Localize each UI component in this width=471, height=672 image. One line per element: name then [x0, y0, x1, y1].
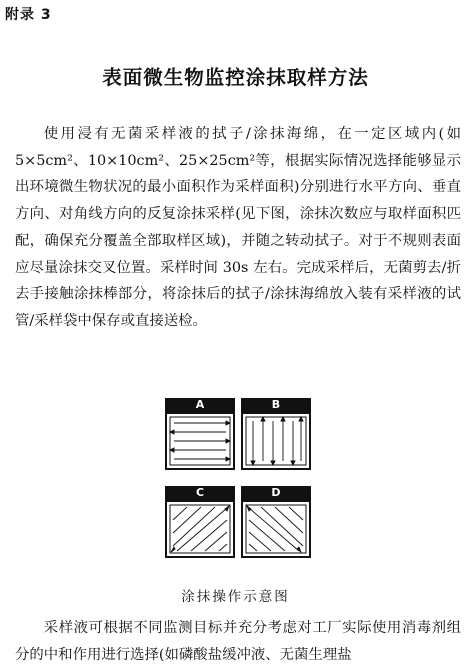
- panel-d: [241, 486, 311, 558]
- panel-b-label: B: [241, 398, 311, 412]
- panel-c: [165, 486, 235, 558]
- figure-caption: 涂抹操作示意图: [181, 589, 290, 605]
- vertical-swab-diagram: [241, 412, 311, 470]
- appendix-label: 附录 3: [5, 7, 52, 23]
- swab-figure: [160, 396, 314, 566]
- panel-d-label: D: [241, 486, 311, 500]
- panel-b: [241, 398, 311, 470]
- panel-a: [165, 398, 235, 470]
- panel-a-label: A: [165, 398, 235, 412]
- panel-c-label: C: [165, 486, 235, 500]
- document-title: 表面微生物监控涂抹取样方法: [102, 66, 369, 89]
- horizontal-swab-diagram: [165, 412, 235, 470]
- paragraph-sampling-liquid: 采样液可根据不同监测目标并充分考虑对工厂实际使用消毒剂组分的中和作用进行选择(如磷酸盐缓冲液、无菌生理盐: [15, 620, 461, 663]
- anti-diagonal-swab-diagram: [241, 500, 311, 558]
- paragraph-sampling-method: 使用浸有无菌采样液的拭子/涂抹海绵，在一定区域内(如 5×5cm²、10×10cm²、25×25cm²等，根据实际情况选择能够显示出环境微生物状况的最小面积作为采样面积)分别进行水平方向、垂直方向、对角线方向的反复涂抹采样(见下图，涂抹次数应与取样面积匹配，确保充分覆盖全部取样区域)，并随之转动拭子。对于不规则表面应尽量涂抹交叉位置。采样时间 30s 左右。完成采样后，无菌剪去/折去手接触涂抹棒部分，将涂抹后的拭子/涂抹海绵放入装有采样液的试管/采样袋中保存或直接送检。: [15, 126, 461, 329]
- diagonal-swab-diagram: [165, 500, 235, 558]
